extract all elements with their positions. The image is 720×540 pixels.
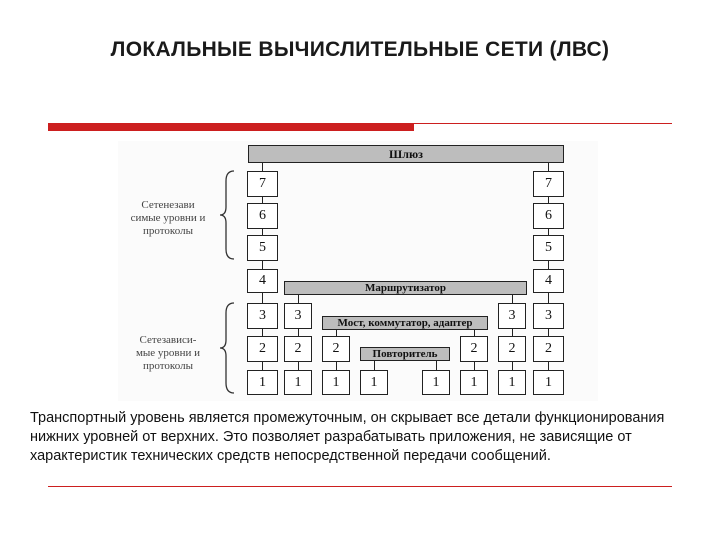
layer-5-right: 5	[533, 235, 564, 261]
layer-1-left: 1	[247, 370, 278, 395]
lower-layers-label: Сетезависи- мые уровни и протоколы	[135, 334, 201, 372]
slide-description: Транспортный уровень является промежуточным, он скрывает все детали функционирования нижних уровней от верхних. Это позволяет разрабатывать приложения, не зависящие от характеристик технических средств непосредственной передачи сообщений.	[30, 410, 665, 464]
connector-line	[298, 329, 299, 336]
layer-6-left: 6	[247, 203, 278, 229]
title-underline-thick	[48, 123, 414, 131]
connector-line	[262, 362, 263, 370]
layer-4-right: 4	[533, 269, 564, 293]
bridge-layer-2-left: 2	[322, 336, 350, 362]
connector-line	[512, 329, 513, 336]
bridge-layer-1-right: 1	[460, 370, 488, 395]
bridge-layer-1-left: 1	[322, 370, 350, 395]
router-layer-2-left: 2	[284, 336, 312, 362]
layer-7-right: 7	[533, 171, 564, 197]
connector-line	[512, 362, 513, 370]
layer-3-right: 3	[533, 303, 564, 329]
connector-line	[474, 362, 475, 370]
repeater-layer-1-left: 1	[360, 370, 388, 395]
layer-2-left: 2	[247, 336, 278, 362]
connector-line	[262, 329, 263, 336]
upper-brace-icon	[218, 169, 238, 261]
connector-line	[262, 293, 263, 303]
router-layer-1-right: 1	[498, 370, 526, 395]
osi-network-devices-diagram	[118, 141, 598, 401]
connector-line	[436, 361, 437, 370]
lower-brace-icon	[218, 301, 238, 395]
router-layer-3-left: 3	[284, 303, 312, 329]
router-layer-2-right: 2	[498, 336, 526, 362]
layer-5-left: 5	[247, 235, 278, 261]
connector-line	[298, 295, 299, 303]
connector-line	[336, 362, 337, 370]
bridge-layer-2-right: 2	[460, 336, 488, 362]
router-layer-3-right: 3	[498, 303, 526, 329]
connector-line	[262, 163, 263, 171]
repeater-layer-1-right: 1	[422, 370, 450, 395]
layer-1-right: 1	[533, 370, 564, 395]
router-bar: Маршрутизатор	[284, 281, 527, 295]
layer-2-right: 2	[533, 336, 564, 362]
connector-line	[374, 361, 375, 370]
title-underline-thin	[414, 123, 672, 124]
repeater-bar: Повторитель	[360, 347, 450, 361]
router-layer-1-left: 1	[284, 370, 312, 395]
connector-line	[548, 163, 549, 171]
connector-line	[548, 293, 549, 303]
layer-3-left: 3	[247, 303, 278, 329]
connector-line	[548, 362, 549, 370]
connector-line	[512, 295, 513, 303]
gateway-bar: Шлюз	[248, 145, 564, 163]
layer-7-left: 7	[247, 171, 278, 197]
layer-6-right: 6	[533, 203, 564, 229]
layer-4-left: 4	[247, 269, 278, 293]
bottom-rule	[48, 486, 672, 487]
connector-line	[298, 362, 299, 370]
slide-title: ЛОКАЛЬНЫЕ ВЫЧИСЛИТЕЛЬНЫЕ СЕТИ (ЛВС)	[110, 38, 610, 61]
connector-line	[548, 261, 549, 269]
connector-line	[548, 329, 549, 336]
connector-line	[262, 261, 263, 269]
bridge-bar: Мост, коммутатор, адаптер	[322, 316, 488, 330]
upper-layers-label: Сетенезави симые уровни и протоколы	[130, 199, 206, 237]
